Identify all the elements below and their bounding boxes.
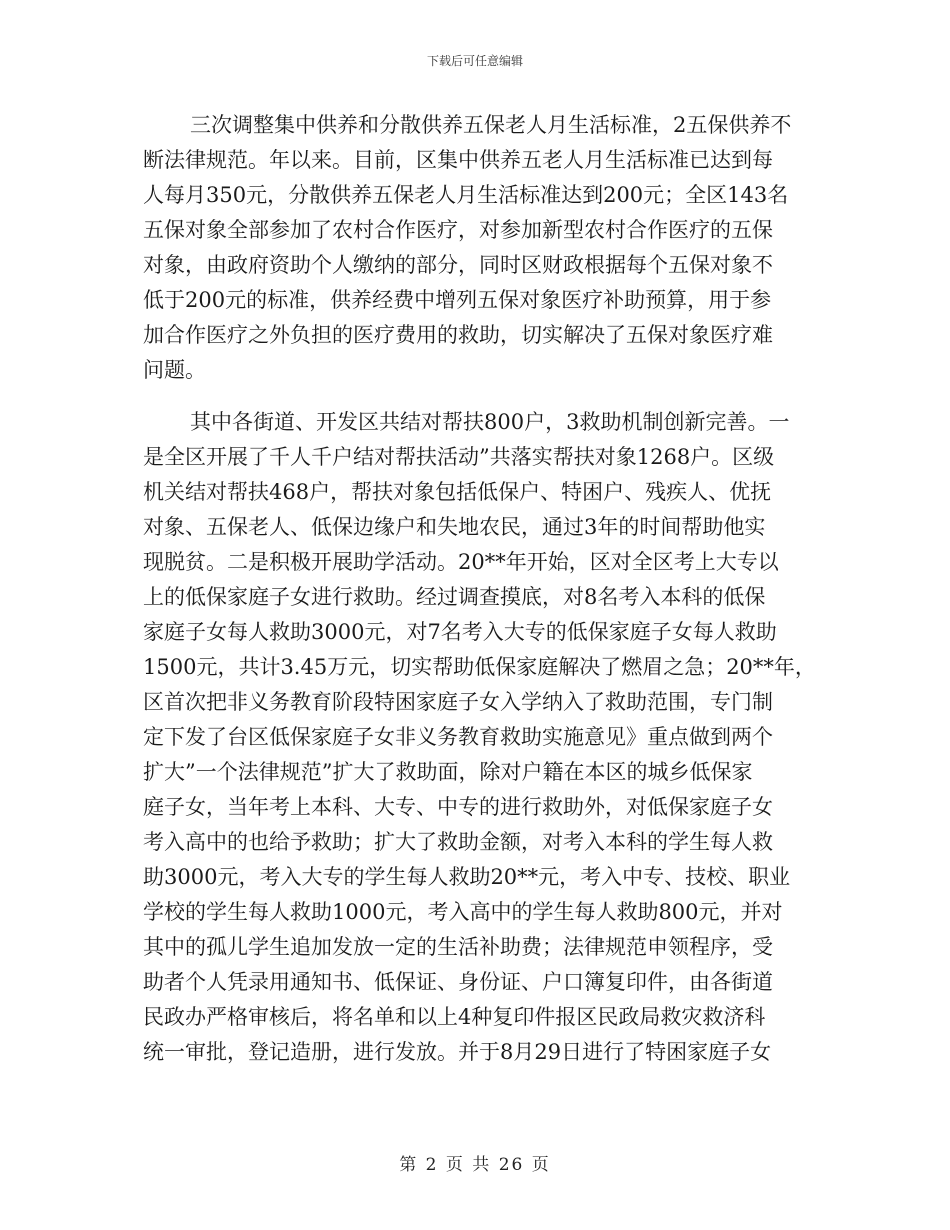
text-line: 断法律规范。年以来。目前，区集中供养五老人月生活标准已达到每 [143,148,773,172]
text-line: 对象、五保老人、低保边缘户和失地农民，通过3年的时间帮助他实 [143,515,766,539]
text-line: 问题。 [143,358,206,382]
page-header: 下载后可任意编辑 [426,54,523,68]
text-line: 民政办严格审核后，将名单和以上4种复印件报区民政局救灾救济科 [143,1005,766,1029]
text-line: 考入高中的也给予救助；扩大了救助金额，对考入本科的学生每人救 [143,830,773,854]
text-line: 扩大”一个法律规范”扩大了救助面，除对户籍在本区的城乡低保家 [143,760,753,784]
text-line: 其中各街道、开发区共结对帮扶800户，3救助机制创新完善。一 [190,410,790,434]
text-line: 对象，由政府资助个人缴纳的部分，同时区财政根据每个五保对象不 [143,253,773,277]
text-line: 低于200元的标准，供养经费中增列五保对象医疗补助预算，用于参 [143,288,772,312]
text-line: 家庭子女每人救助3000元，对7名考入大专的低保家庭子女每人救助 [143,620,777,644]
text-line: 庭子女，当年考上本科、大专、中专的进行救助外，对低保家庭子女 [143,795,773,819]
text-line: 三次调整集中供养和分散供养五保老人月生活标准，2五保供养不 [190,113,792,137]
text-line: 加合作医疗之外负担的医疗费用的救助，切实解决了五保对象医疗难 [143,323,773,347]
text-line: 其中的孤儿学生追加发放一定的生活补助费；法律规范申领程序，受 [143,935,773,959]
text-line: 统一审批，登记造册，进行发放。并于8月29日进行了特困家庭子女 [143,1040,772,1064]
text-line: 机关结对帮扶468户，帮扶对象包括低保户、特困户、残疾人、优抚 [143,480,772,504]
text-line: 助者个人凭录用通知书、低保证、身份证、户口簿复印件，由各街道 [143,970,773,994]
text-line: 学校的学生每人救助1000元，考入高中的学生每人救助800元，并对 [143,900,783,924]
text-line: 助3000元，考入大专的学生每人救助20**元，考入中专、技校、职业 [143,865,791,889]
text-line: 现脱贫。二是积极开展助学活动。20**年开始，区对全区考上大专以 [143,550,779,574]
text-line: 是全区开展了千人千户结对帮扶活动”共落实帮扶对象1268户。区级 [143,445,775,469]
text-line: 定下发了台区低保家庭子女非义务教育救助实施意见》重点做到两个 [143,725,773,749]
text-line: 五保对象全部参加了农村合作医疗，对参加新型农村合作医疗的五保 [143,218,773,242]
page-footer: 第 2 页 共 26 页 [399,1155,551,1175]
text-line: 区首次把非义务教育阶段特困家庭子女入学纳入了救助范围，专门制 [143,690,773,714]
text-line: 1500元，共计3.45万元，切实帮助低保家庭解决了燃眉之急；20**年， [143,655,816,679]
text-line: 人每月350元，分散供养五保老人月生活标准达到200元；全区143名 [143,183,789,207]
text-line: 上的低保家庭子女进行救助。经过调查摸底，对8名考入本科的低保 [143,585,766,609]
